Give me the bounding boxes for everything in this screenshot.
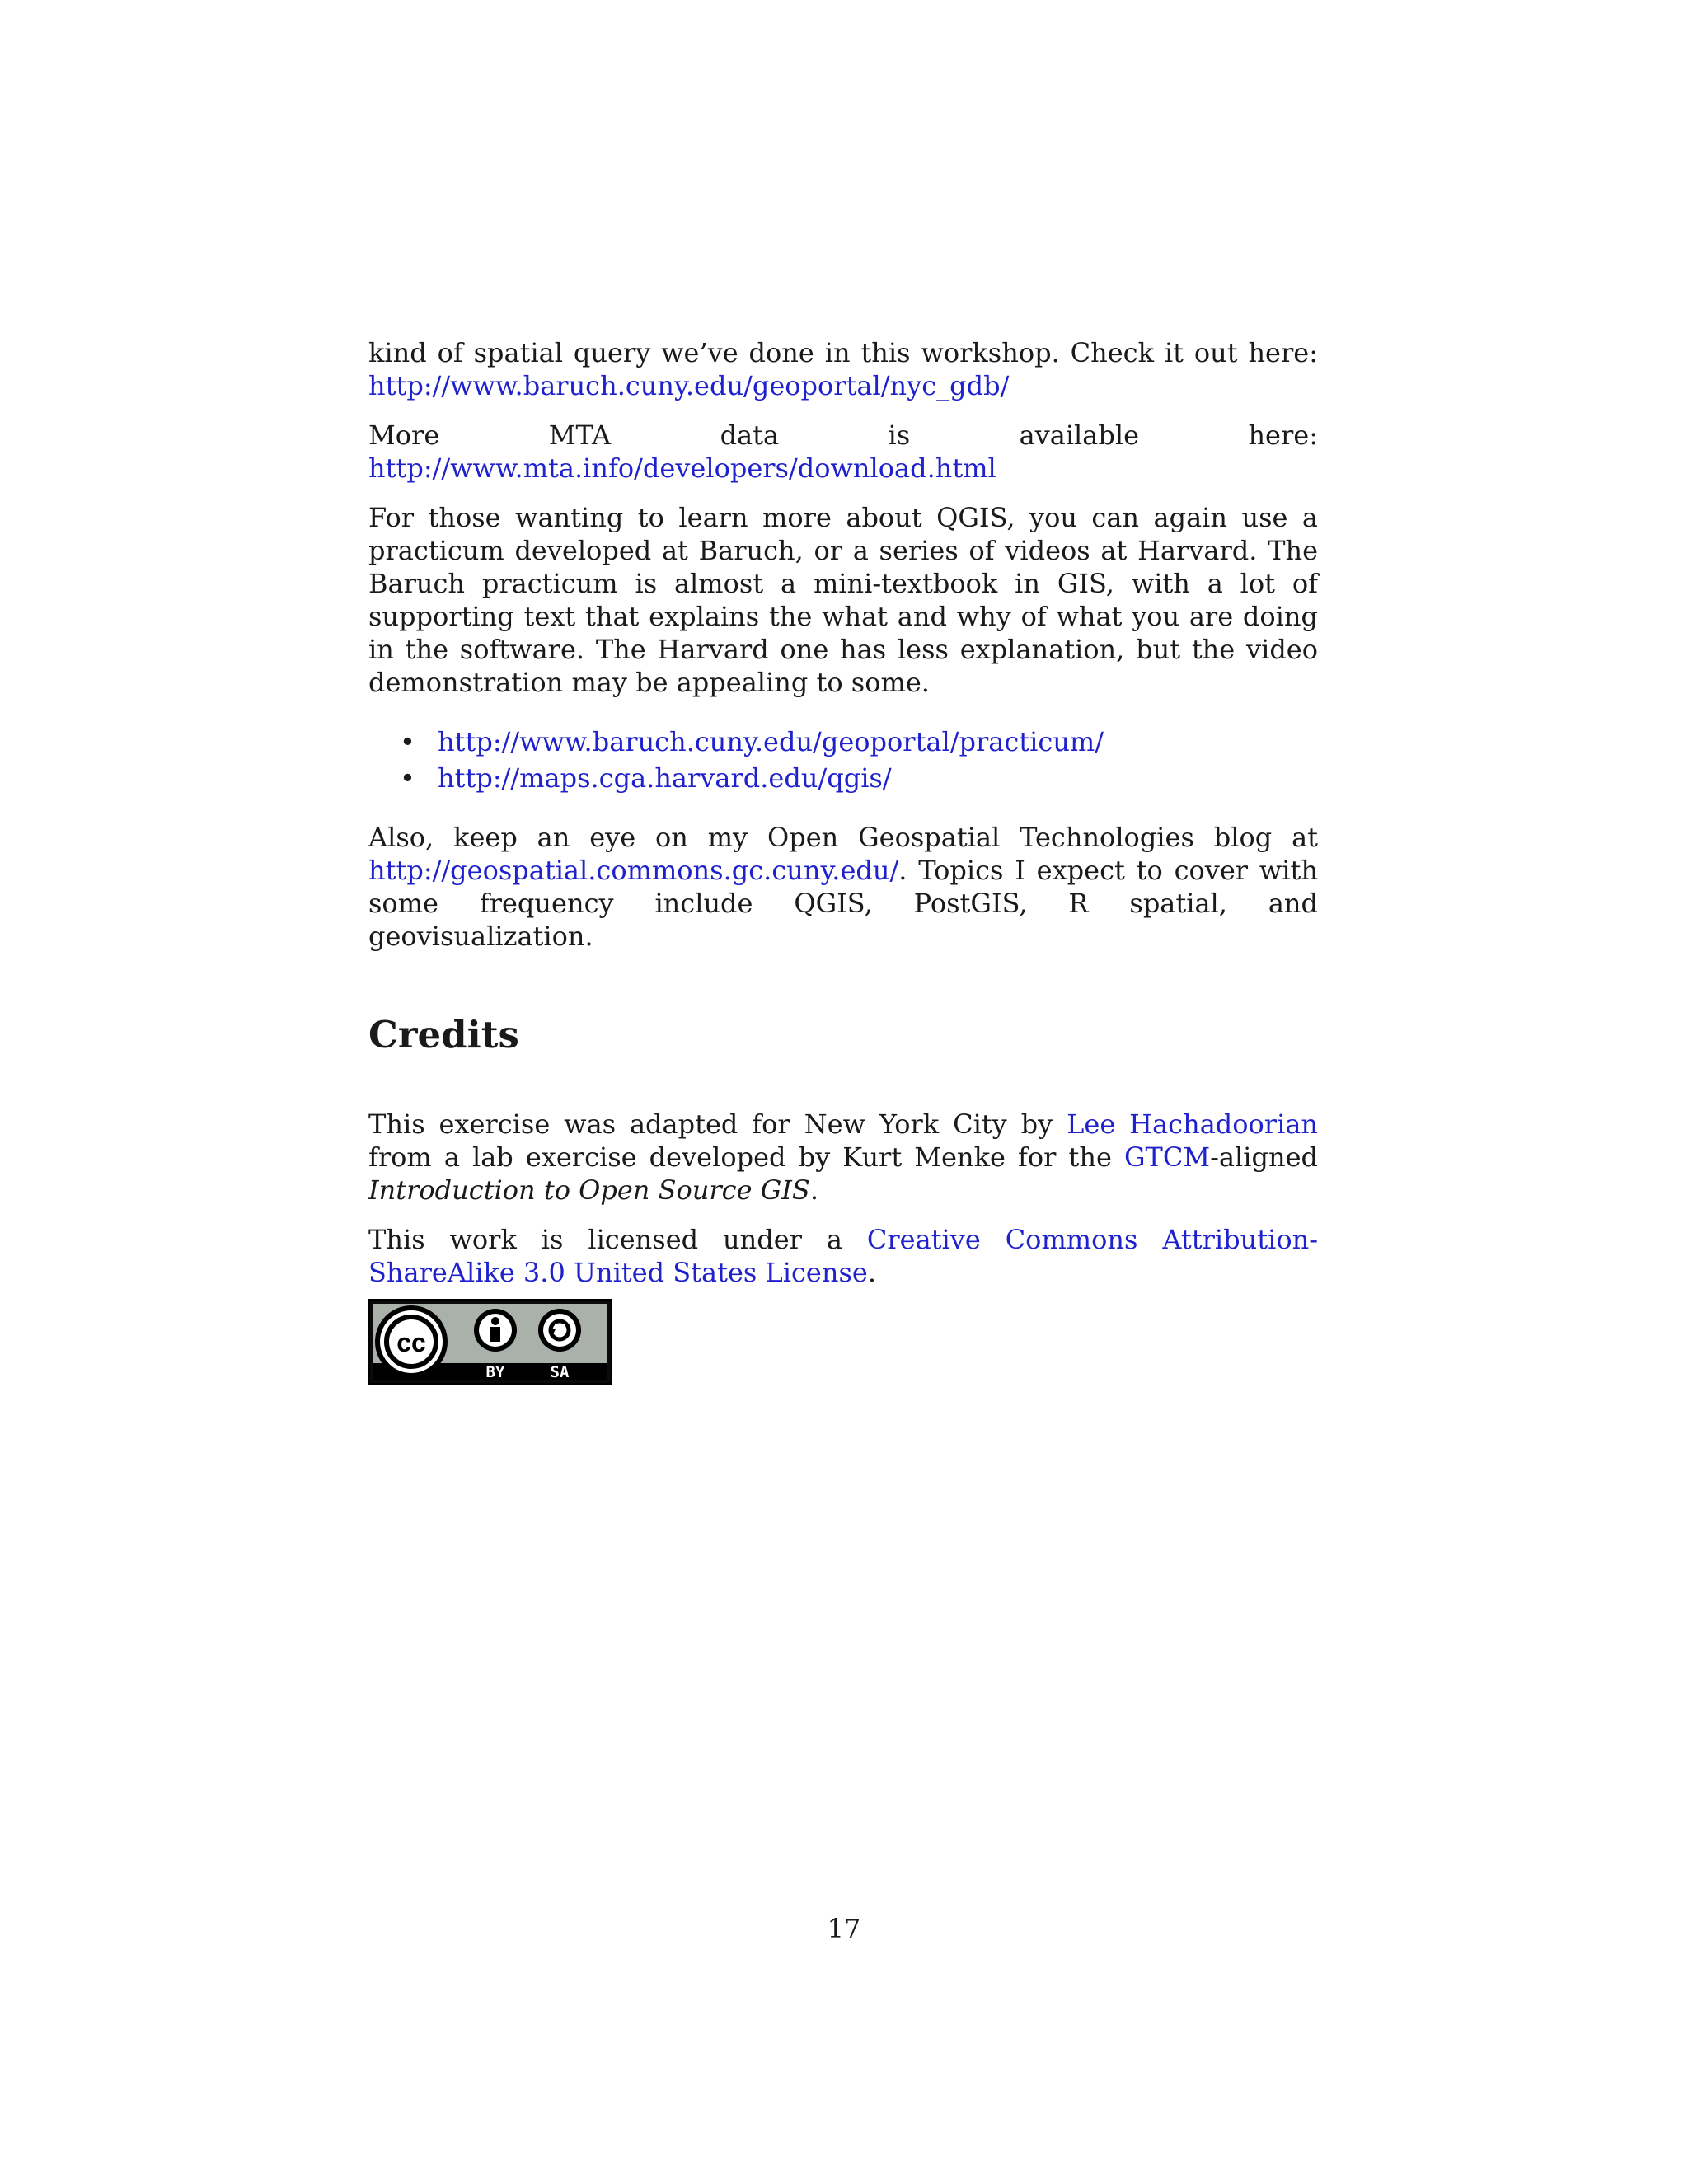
link-baruch-practicum[interactable]: http://www.baruch.cuny.edu/geoportal/practicum/ [438, 726, 1104, 757]
bullet-icon: • [400, 726, 415, 757]
link-geospatial-blog[interactable]: http://geospatial.commons.gc.cuny.edu/ [368, 855, 899, 886]
cc-logo-text: cc [396, 1328, 426, 1357]
badge-by-label: BY [485, 1363, 505, 1381]
section-heading-credits: Credits [368, 1013, 519, 1057]
book-title: Introduction to Open Source GIS [368, 1174, 810, 1206]
paragraph-text: kind of spatial query we’ve done in this workshop. Check it out here: [368, 337, 1318, 368]
document-page [368, 336, 1318, 1385]
list-item [400, 762, 1318, 794]
paragraph-text: from a lab exercise developed by Kurt Menke for the [368, 1141, 1124, 1173]
resource-link-list [368, 725, 1318, 794]
cc-by-sa-badge[interactable] [368, 1299, 612, 1385]
list-item [400, 725, 1318, 758]
paragraph-blog [368, 821, 1318, 953]
link-lee-hachadoorian[interactable]: Lee Hachadoorian [1067, 1108, 1319, 1140]
paragraph-credits-adaptation [368, 1108, 1318, 1207]
link-mta-developers[interactable]: http://www.mta.info/developers/download.html [368, 452, 996, 484]
link-harvard-qgis[interactable]: http://maps.cga.harvard.edu/qgis/ [438, 762, 892, 794]
page-number: 17 [827, 1913, 861, 1944]
share-alike-icon [538, 1309, 581, 1352]
paragraph-license [368, 1223, 1318, 1289]
paragraph-mta-data [368, 419, 1318, 485]
link-cc-license[interactable]: Creative Commons Attribution-ShareAlike 3.0 United States License [368, 1224, 1319, 1288]
paragraph-text: This exercise was adapted for New York City by [368, 1108, 1067, 1140]
bullet-icon: • [400, 762, 415, 794]
badge-sa-label: SA [550, 1363, 570, 1381]
cc-logo-icon [375, 1305, 448, 1378]
paragraph-text: . [809, 1174, 818, 1206]
paragraph-text: Also, keep an eye on my Open Geospatial Technologies blog at [368, 822, 1318, 853]
attribution-person-icon [474, 1309, 517, 1352]
paragraph-text: More MTA data is available here: [368, 419, 1318, 451]
paragraph-baruch-gdb [368, 336, 1318, 402]
link-gtcm[interactable]: GTCM [1123, 1141, 1211, 1173]
paragraph-text: . [867, 1257, 876, 1288]
paragraph-qgis-learning: For those wanting to learn more about QGIS, you can again use a practicum developed at Baruch, or a series of videos at Harvard. The Baruch practicum is almost a mini-textbook in GIS, with a lot of supporting text that explains the what and why of what you are doing in the software. The Harvard one has less explanation, but the video demonstration may be appealing to some. [368, 502, 1318, 698]
paragraph-text: . Topics I expect to cover with some frequency include QGIS, PostGIS, R spatial, and geovisualization. [368, 855, 1318, 952]
link-baruch-nyc-gdb[interactable]: http://www.baruch.cuny.edu/geoportal/nyc_gdb/ [368, 370, 1010, 401]
paragraph-text: This work is licensed under a [368, 1224, 867, 1255]
paragraph-text: -aligned [1210, 1141, 1318, 1173]
